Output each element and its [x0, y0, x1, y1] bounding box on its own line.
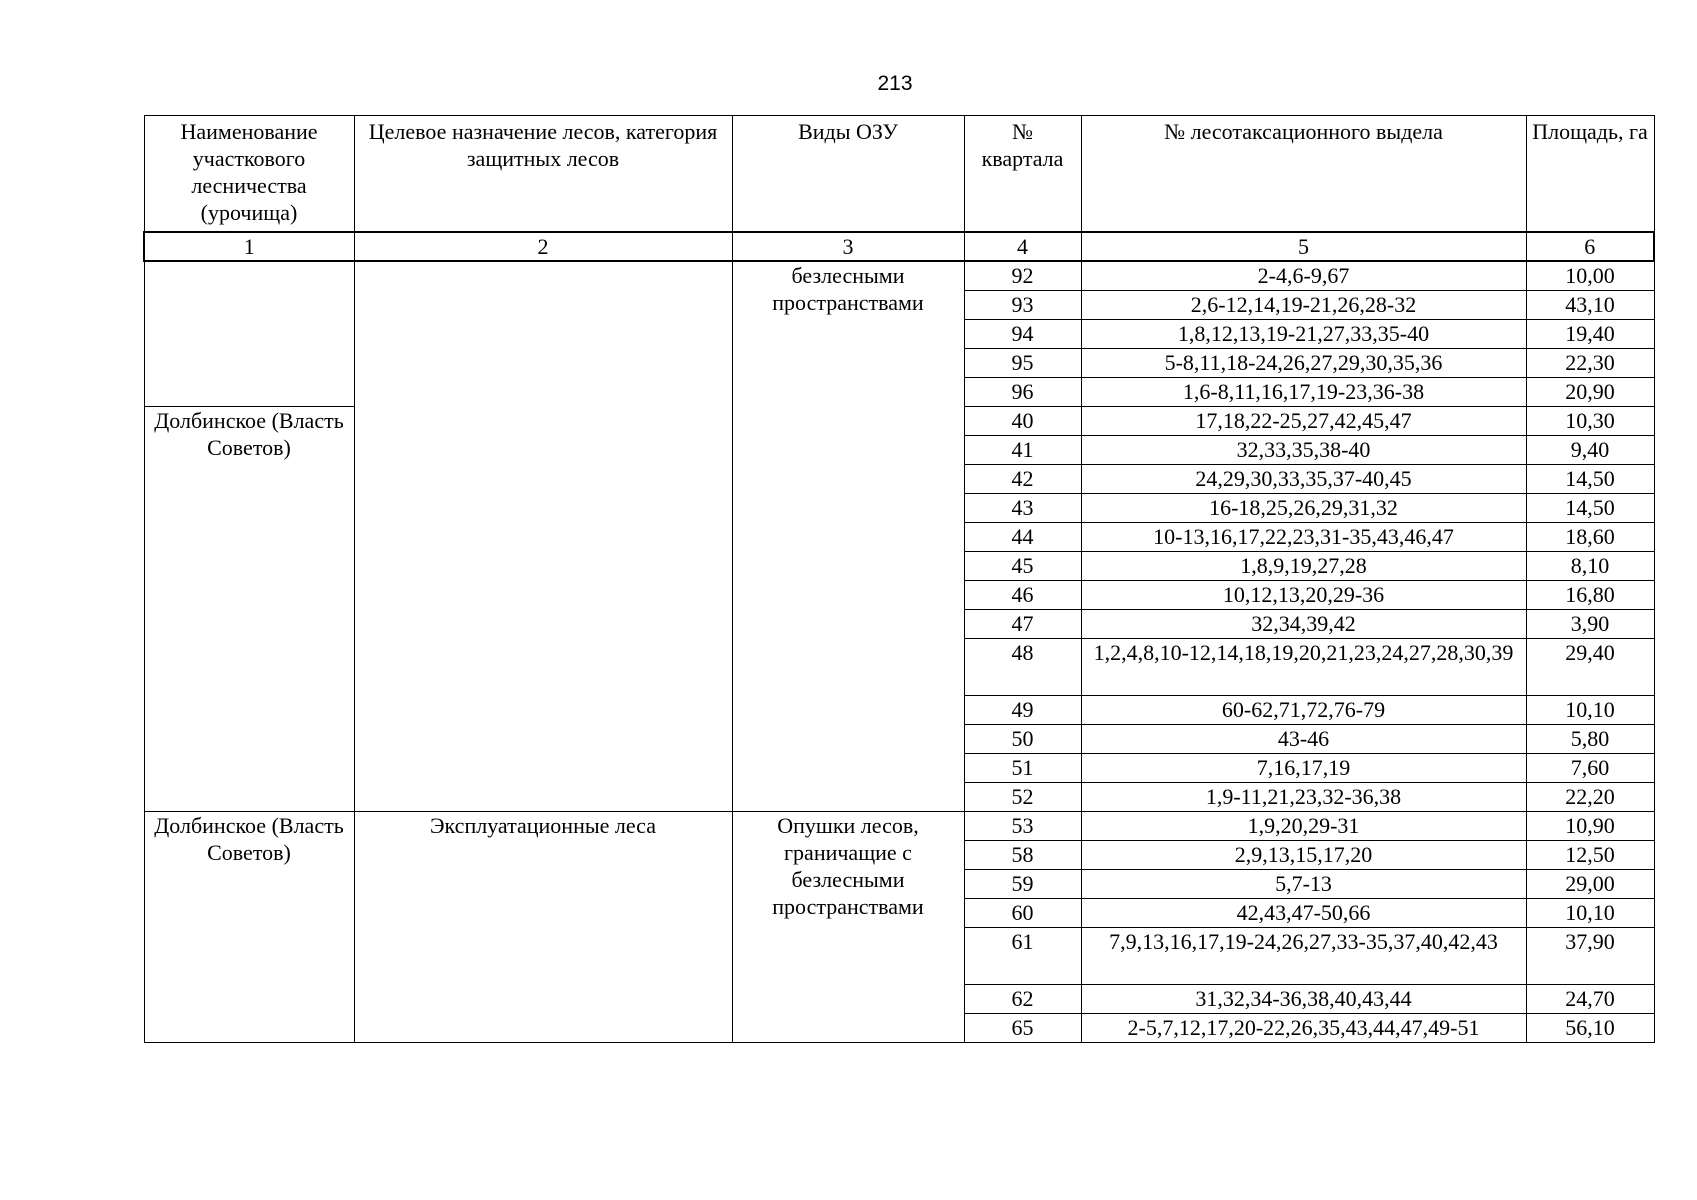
vydel-list: 31,32,34-36,38,40,43,44 — [1081, 985, 1526, 1014]
purpose-cell: Эксплуатационные леса — [354, 812, 732, 1043]
vydel-list: 10,12,13,20,29-36 — [1081, 581, 1526, 610]
kvartal-number: 60 — [964, 899, 1081, 928]
vydel-list: 7,9,13,16,17,19-24,26,27,33-35,37,40,42,43 — [1081, 928, 1526, 985]
vydel-list: 1,8,12,13,19-21,27,33,35-40 — [1081, 320, 1526, 349]
kvartal-number: 42 — [964, 465, 1081, 494]
header-purpose: Целевое назначение лесов, категория защитных лесов — [354, 116, 732, 233]
area-value: 24,70 — [1526, 985, 1654, 1014]
area-value: 19,40 — [1526, 320, 1654, 349]
area-value: 56,10 — [1526, 1014, 1654, 1043]
area-value: 18,60 — [1526, 523, 1654, 552]
vydel-list: 32,33,35,38-40 — [1081, 436, 1526, 465]
kvartal-number: 51 — [964, 754, 1081, 783]
area-value: 12,50 — [1526, 841, 1654, 870]
area-value: 43,10 — [1526, 291, 1654, 320]
kvartal-number: 93 — [964, 291, 1081, 320]
ozu-cell: безлесными пространствами — [732, 261, 964, 812]
kvartal-number: 61 — [964, 928, 1081, 985]
area-value: 29,40 — [1526, 639, 1654, 696]
vydel-list: 16-18,25,26,29,31,32 — [1081, 494, 1526, 523]
forest-table — [143, 115, 1655, 1043]
area-value: 22,20 — [1526, 783, 1654, 812]
vydel-list: 1,8,9,19,27,28 — [1081, 552, 1526, 581]
purpose-cell-empty — [354, 261, 732, 812]
column-number: 6 — [1526, 232, 1654, 261]
kvartal-number: 44 — [964, 523, 1081, 552]
column-number: 5 — [1081, 232, 1526, 261]
vydel-list: 2-4,6-9,67 — [1081, 261, 1526, 291]
ozu-cell: Опушки лесов, граничащие с безлесными пространствами — [732, 812, 964, 1043]
area-value: 37,90 — [1526, 928, 1654, 985]
area-value: 8,10 — [1526, 552, 1654, 581]
kvartal-number: 53 — [964, 812, 1081, 841]
area-value: 29,00 — [1526, 870, 1654, 899]
area-value: 20,90 — [1526, 378, 1654, 407]
forestry-cell-empty — [144, 261, 354, 407]
column-number: 4 — [964, 232, 1081, 261]
area-value: 14,50 — [1526, 494, 1654, 523]
kvartal-number: 47 — [964, 610, 1081, 639]
kvartal-number: 58 — [964, 841, 1081, 870]
page-number: 213 — [877, 72, 913, 95]
area-value: 10,10 — [1526, 696, 1654, 725]
area-value: 10,90 — [1526, 812, 1654, 841]
header-forestry: Наименование участкового лесничества (урочища) — [144, 116, 354, 233]
vydel-list: 2,9,13,15,17,20 — [1081, 841, 1526, 870]
vydel-list: 1,9-11,21,23,32-36,38 — [1081, 783, 1526, 812]
kvartal-number: 46 — [964, 581, 1081, 610]
header-kvartal: № квартала — [964, 116, 1081, 233]
header-row — [144, 116, 1654, 233]
vydel-list: 1,2,4,8,10-12,14,18,19,20,21,23,24,27,28,30,39 — [1081, 639, 1526, 696]
table-row — [144, 812, 1654, 841]
kvartal-number: 92 — [964, 261, 1081, 291]
vydel-list: 17,18,22-25,27,42,45,47 — [1081, 407, 1526, 436]
header-vydel: № лесотаксационного выдела — [1081, 116, 1526, 233]
kvartal-number: 48 — [964, 639, 1081, 696]
column-number: 2 — [354, 232, 732, 261]
column-numbers-row — [144, 232, 1654, 261]
vydel-list: 7,16,17,19 — [1081, 754, 1526, 783]
area-value: 10,00 — [1526, 261, 1654, 291]
kvartal-number: 65 — [964, 1014, 1081, 1043]
vydel-list: 5,7-13 — [1081, 870, 1526, 899]
kvartal-number: 45 — [964, 552, 1081, 581]
forestry-cell: Долбинское (Власть Советов) — [144, 812, 354, 1043]
vydel-list: 1,6-8,11,16,17,19-23,36-38 — [1081, 378, 1526, 407]
area-value: 16,80 — [1526, 581, 1654, 610]
kvartal-number: 41 — [964, 436, 1081, 465]
vydel-list: 24,29,30,33,35,37-40,45 — [1081, 465, 1526, 494]
vydel-list: 42,43,47-50,66 — [1081, 899, 1526, 928]
area-value: 10,10 — [1526, 899, 1654, 928]
area-value: 10,30 — [1526, 407, 1654, 436]
kvartal-number: 50 — [964, 725, 1081, 754]
vydel-list: 10-13,16,17,22,23,31-35,43,46,47 — [1081, 523, 1526, 552]
kvartal-number: 52 — [964, 783, 1081, 812]
table-row — [144, 261, 1654, 291]
kvartal-number: 96 — [964, 378, 1081, 407]
area-value: 9,40 — [1526, 436, 1654, 465]
area-value: 7,60 — [1526, 754, 1654, 783]
header-area: Площадь, га — [1526, 116, 1654, 233]
area-value: 14,50 — [1526, 465, 1654, 494]
kvartal-number: 94 — [964, 320, 1081, 349]
kvartal-number: 40 — [964, 407, 1081, 436]
kvartal-number: 95 — [964, 349, 1081, 378]
vydel-list: 32,34,39,42 — [1081, 610, 1526, 639]
kvartal-number: 59 — [964, 870, 1081, 899]
vydel-list: 2,6-12,14,19-21,26,28-32 — [1081, 291, 1526, 320]
vydel-list: 60-62,71,72,76-79 — [1081, 696, 1526, 725]
kvartal-number: 43 — [964, 494, 1081, 523]
column-number: 1 — [144, 232, 354, 261]
vydel-list: 1,9,20,29-31 — [1081, 812, 1526, 841]
area-value: 22,30 — [1526, 349, 1654, 378]
kvartal-number: 62 — [964, 985, 1081, 1014]
column-number: 3 — [732, 232, 964, 261]
vydel-list: 2-5,7,12,17,20-22,26,35,43,44,47,49-51 — [1081, 1014, 1526, 1043]
header-ozu: Виды ОЗУ — [732, 116, 964, 233]
vydel-list: 5-8,11,18-24,26,27,29,30,35,36 — [1081, 349, 1526, 378]
kvartal-number: 49 — [964, 696, 1081, 725]
forestry-cell: Долбинское (Власть Советов) — [144, 407, 354, 812]
area-value: 5,80 — [1526, 725, 1654, 754]
vydel-list: 43-46 — [1081, 725, 1526, 754]
area-value: 3,90 — [1526, 610, 1654, 639]
